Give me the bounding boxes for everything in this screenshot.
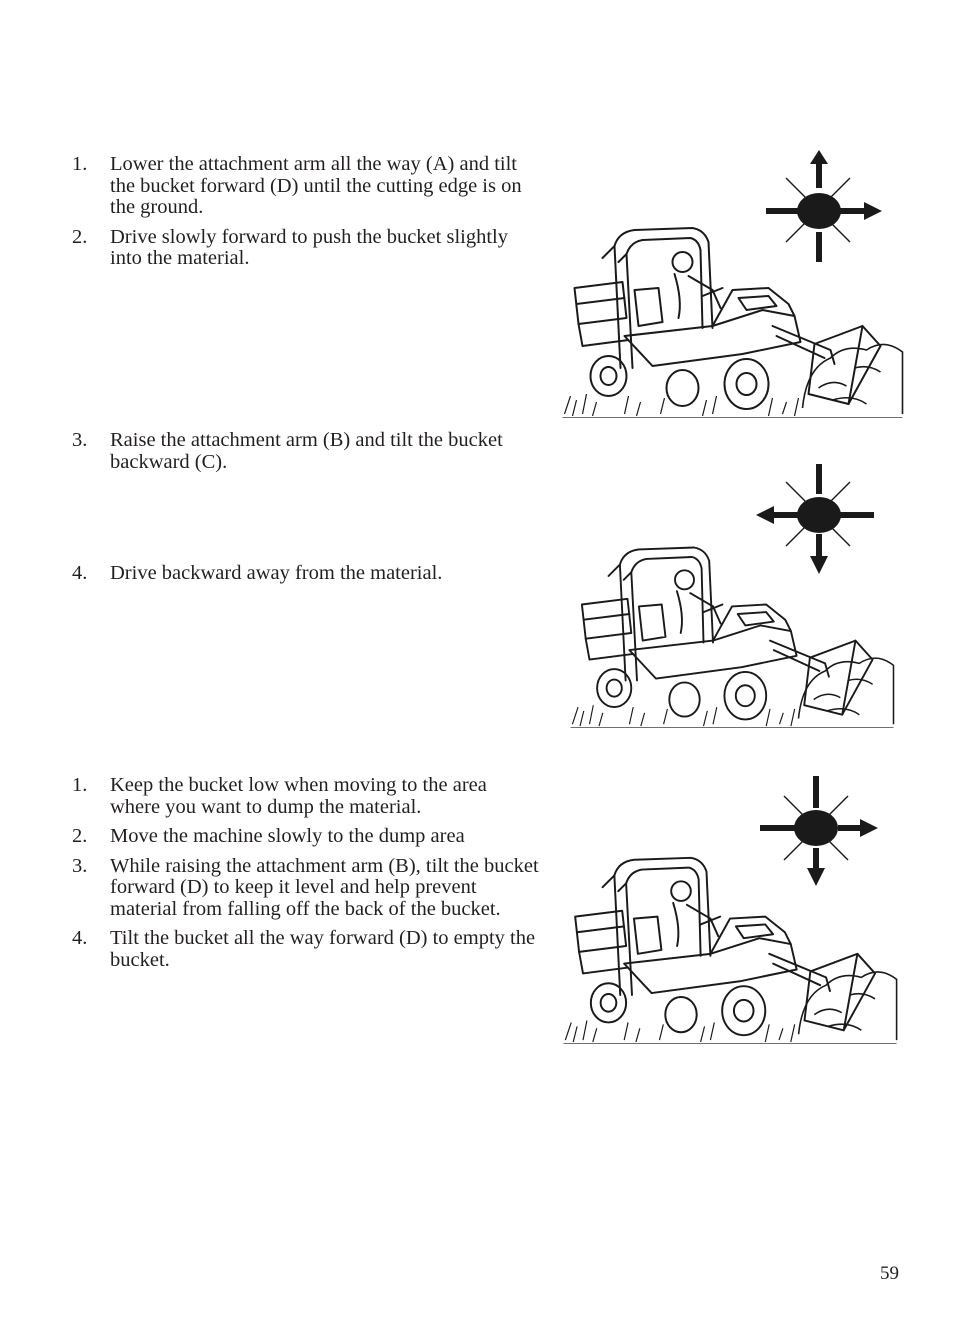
page-number: 59 (880, 1263, 899, 1284)
step-number: 1. (72, 774, 88, 796)
step-text: Drive backward away from the material. (110, 562, 443, 584)
utv-loader-illustration (562, 538, 902, 728)
joystick-knob (794, 810, 838, 846)
step-number: 3. (72, 854, 88, 877)
step-item (72, 154, 542, 219)
step-list-dump (72, 775, 542, 979)
utv-loader-illustration (560, 218, 905, 418)
arrow-right-icon (838, 819, 878, 837)
step-item (72, 775, 542, 818)
step-item (72, 430, 542, 473)
step-text: Lower the attachment arm all the way (A) and tilt the bucket forward (D) until the cutting edge is on the ground. (110, 153, 522, 218)
step-text: Drive slowly forward to push the bucket slightly into the material. (110, 225, 508, 269)
joystick-knob (797, 497, 841, 533)
step-item (72, 227, 542, 270)
step-number: 4. (72, 562, 88, 584)
step-text: Keep the bucket low when moving to the area where you want to dump the material. (110, 774, 487, 818)
step-number: 1. (72, 153, 88, 175)
step-list-lift (72, 430, 542, 481)
step-item (72, 826, 542, 848)
step-list-fill (72, 154, 542, 278)
arrow-up-icon (810, 150, 828, 188)
step-number: 2. (72, 225, 88, 248)
step-item (72, 563, 542, 585)
utv-loader-illustration (556, 848, 904, 1044)
step-text: Move the machine slowly to the dump area (110, 825, 465, 847)
step-text: Raise the attachment arm (B) and tilt the bucket backward (C). (110, 429, 503, 473)
step-list-back-away (72, 563, 542, 593)
step-text: Tilt the bucket all the way forward (D) to empty the bucket. (110, 927, 536, 971)
step-item (72, 856, 542, 921)
step-text: While raising the attachment arm (B), tilt the bucket forward (D) to keep it level and help prevent material from falling off the back of the bucket. (110, 854, 539, 920)
figure-lift-bucket (560, 462, 905, 730)
step-number: 2. (72, 825, 88, 847)
figure-dump-bucket (556, 772, 906, 1044)
step-number: 3. (72, 429, 88, 451)
step-number: 4. (72, 927, 88, 949)
step-item (72, 928, 542, 971)
figure-fill-bucket (560, 148, 905, 422)
arrow-left-icon (756, 506, 798, 524)
